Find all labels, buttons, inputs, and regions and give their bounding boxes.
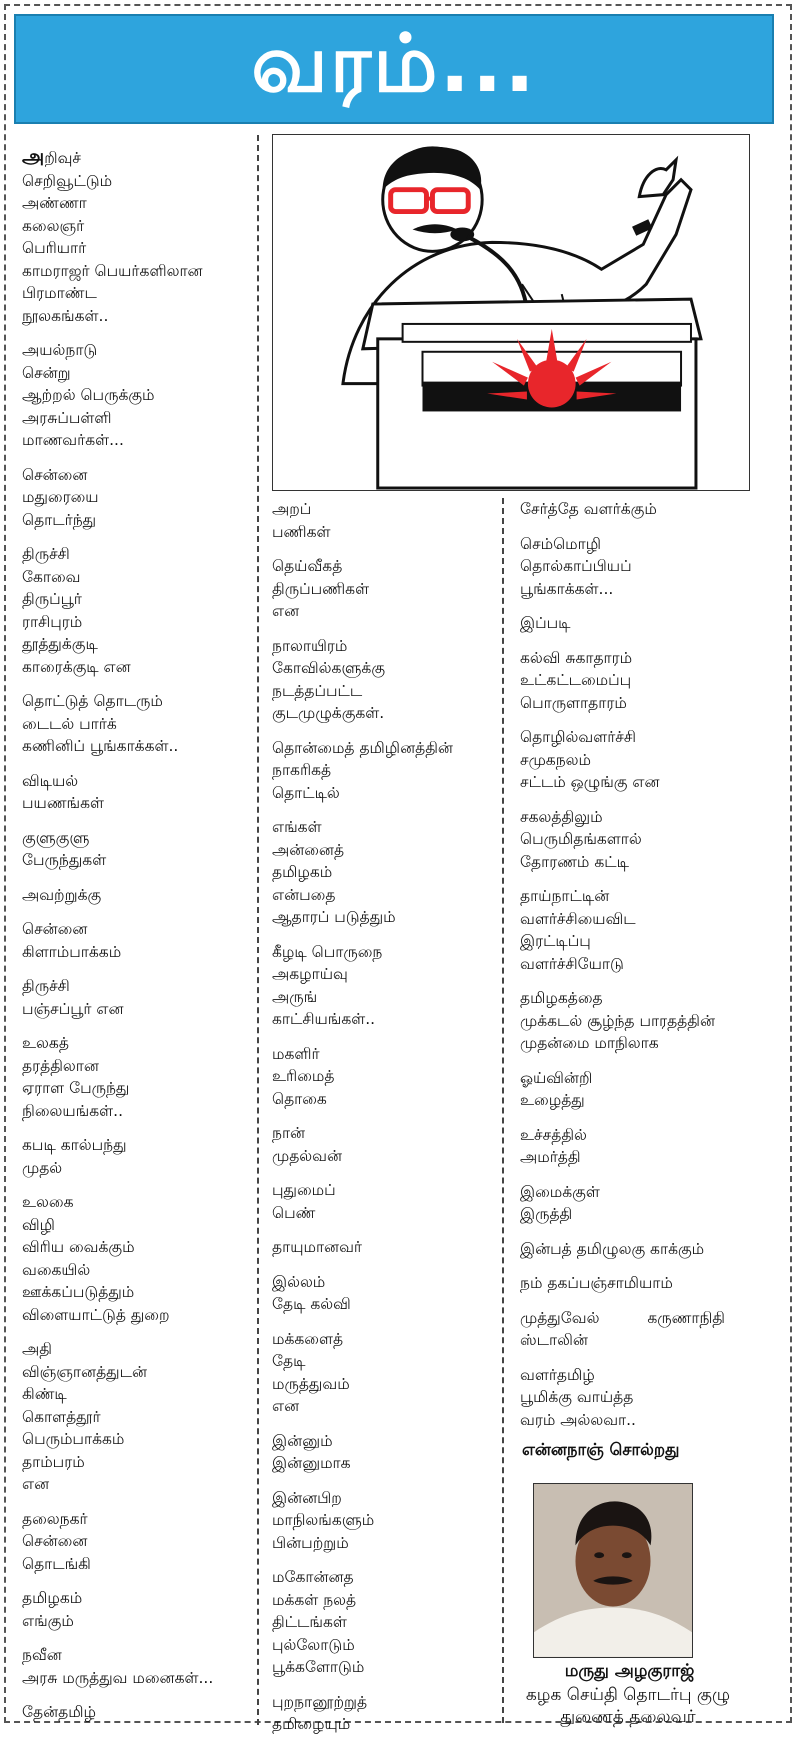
stanza [272, 1043, 492, 1111]
poem-line: பெரும்பாக்கம் [22, 1430, 125, 1448]
poem-line: சென்று [22, 363, 71, 382]
poem-line: மக்களைத் [272, 1329, 344, 1348]
poem-line: என [22, 1475, 50, 1493]
poem-line: தொட்டுத் தொடரும் [22, 692, 163, 710]
poem-line: விஞ்ஞானத்துடன் [22, 1362, 147, 1381]
poem-line: நான் [272, 1124, 306, 1142]
poem-line: தாயுமானவர் [272, 1238, 363, 1256]
poem-line: மக்கள் நலத் [272, 1590, 357, 1609]
poem-line: கோவில்களுக்கு [272, 659, 386, 677]
stanza [520, 987, 735, 1055]
poem-line: உலகை [22, 1193, 74, 1211]
poem-line: செறிவூட்டும் [22, 171, 113, 190]
poem-line: பூங்காக்கள்... [520, 579, 614, 598]
stanza [22, 1191, 262, 1326]
poem-line: செம்மொழி [520, 534, 602, 553]
poem-line: முதன்மை மாநிலாக [520, 1034, 659, 1052]
poem-line: டைடல் பார்க் [22, 714, 117, 733]
stanza [22, 690, 262, 758]
poem-line: இப்படி [520, 614, 571, 632]
poem-line: பயணங்கள் [22, 794, 105, 812]
poem-line: உரிமைத் [272, 1067, 335, 1085]
stanza [520, 885, 735, 975]
poem-line: வரம் அல்லவா.. [520, 1410, 636, 1429]
poem-line: பெருமிதங்களால் [520, 830, 642, 848]
stanza [272, 1566, 492, 1679]
stanza [520, 1181, 735, 1226]
poem-line: கிளாம்பாக்கம் [22, 942, 122, 961]
poem-line: நடத்தப்பட்ட [272, 681, 363, 700]
poem-line: சமுகநலம் [520, 750, 591, 769]
poem-line: தமிழகம் [272, 863, 333, 881]
stanza [272, 1328, 492, 1418]
poem-line: காட்சியங்கள்.. [272, 1010, 376, 1028]
poem-line: மாநிலங்களும் [272, 1511, 375, 1529]
poem-line: அயல்நாடு [22, 341, 98, 359]
poem-line: தாய்நாட்டின் [520, 887, 610, 905]
poem-line: விளையாட்டுத் துறை [22, 1305, 170, 1324]
poem-line: தொழில்வளர்ச்சி [520, 728, 637, 746]
poem-line: இன்னபிற [272, 1488, 342, 1507]
stanza [272, 737, 492, 805]
stanza [22, 1032, 262, 1122]
author-role [498, 1684, 758, 1728]
stanza [272, 816, 492, 929]
poem-line: கொளத்தூர் [22, 1407, 101, 1426]
poem-line: குளுகுளு [22, 828, 90, 847]
poem-line: தமிழகத்தை [520, 989, 603, 1007]
poem-line: இல்லம் [272, 1272, 326, 1291]
poem-line: இமைக்குள் [520, 1182, 600, 1201]
poem-line: அண்ணா [22, 194, 87, 212]
poem-line: அரசு மருத்துவ மனைகள்... [22, 1668, 214, 1687]
poem-line: முக்கடல் சூழ்ந்த பாரதத்தின் [520, 1011, 716, 1030]
poem-line: புறநானூற்றுத் [272, 1692, 368, 1711]
poem-line: பேருந்துகள் [22, 851, 107, 869]
poem-line: திருச்சி [22, 545, 70, 563]
stanza [520, 1238, 735, 1261]
stanza [22, 1134, 262, 1179]
stanza [22, 827, 262, 872]
poem-line: வளர்ச்சியைவிட [520, 909, 636, 928]
poem-line: என [272, 1397, 300, 1415]
poem-line: ராசிபுரம் [22, 612, 83, 631]
drop-cap: அ [22, 144, 45, 168]
poem-line: திருப்பணிகள் [272, 579, 370, 598]
stanza [272, 1236, 492, 1259]
poem-line: தமிழையும் [272, 1715, 351, 1733]
poem-line: எங்கும் [22, 1611, 74, 1630]
poem-line: சேர்த்தே வளர்க்கும் [520, 500, 657, 518]
poem-line: வளர்ச்சியோடு [520, 954, 624, 973]
poem-line: குடமுழுக்குகள். [272, 704, 385, 722]
stanza [272, 555, 492, 623]
poem-line: விழி [22, 1215, 55, 1234]
poem-line: பொருளாதாரம் [520, 693, 627, 712]
poem-line: அகழாய்வு [272, 965, 348, 983]
stanza [272, 498, 492, 543]
poem-line: வளர்தமிழ் [520, 1365, 595, 1384]
stanza [22, 1508, 262, 1576]
stanza [22, 464, 262, 532]
poem-line: உச்சத்தில் [520, 1125, 587, 1144]
poem-line: திருச்சி [22, 977, 70, 995]
poem-line: கலைஞர் [22, 216, 85, 235]
poem-line: உழைத்து [520, 1091, 585, 1109]
poem-line: திருப்பூர் [22, 590, 82, 608]
poem-line: மகளிர் [272, 1044, 320, 1063]
author-role-line: துணைத் தலைவர் [560, 1707, 696, 1727]
poem-line: இரட்டிப்பு [520, 932, 591, 950]
poem-line: உலகத் [22, 1034, 69, 1052]
column-divider [502, 498, 504, 1723]
poem-column-2 [272, 498, 492, 1748]
poem-line: தேன்தமிழ் [22, 1703, 96, 1721]
poem-line: என [272, 602, 300, 620]
poem-line: தேடி [272, 1352, 306, 1370]
stanza [22, 543, 262, 678]
poem-line: பணிகள் [272, 522, 331, 541]
poem-line: பின்பற்றும் [272, 1533, 349, 1552]
stanza [272, 635, 492, 725]
poem-line: தாம்பரம் [22, 1452, 85, 1471]
poem-line: தொல்காப்பியப் [520, 557, 632, 575]
poem-line: நவீன [22, 1646, 62, 1664]
poem-line: இன்பத் தமிழுலகு காக்கும் [520, 1239, 705, 1258]
poem-line: பூக்களோடும் [272, 1658, 365, 1676]
stanza [272, 1179, 492, 1224]
stanza [22, 339, 262, 452]
poem-line: அவற்றுக்கு [22, 885, 102, 904]
poem-line: கோவை [22, 567, 81, 586]
poem-line: நாலாயிரம் [272, 636, 348, 655]
poem-line: பிரமாண்ட [22, 284, 97, 302]
poem-line: ஸ்டாலின் [520, 1331, 588, 1349]
stanza [520, 533, 735, 601]
stanza [22, 145, 262, 327]
stanza [520, 612, 735, 635]
stanza [272, 1271, 492, 1316]
poem-line: பூமிக்கு வாய்த்த [520, 1388, 634, 1406]
poem-line: வகையில் [22, 1260, 91, 1279]
poem-line: பெண் [272, 1203, 316, 1222]
poem-line: தூத்துக்குடி [22, 635, 98, 653]
author-photo [533, 1483, 693, 1658]
stanza [520, 647, 735, 715]
poem-line: காமராஜர் பெயர்களிலான [22, 261, 203, 280]
poem-line: தொடர்ந்து [22, 510, 97, 529]
author-name: மருது அழகுராஜ் [564, 1661, 695, 1681]
stanza [520, 498, 735, 521]
poem-line: சகலத்திலும் [520, 807, 603, 826]
stanza [520, 1272, 735, 1295]
poem-line: தேடி கல்வி [272, 1295, 351, 1313]
poem-line: முதல்வன் [272, 1146, 343, 1165]
poem-line: தலைநகர் [22, 1509, 88, 1528]
stanza [520, 1067, 735, 1112]
poem-line: மதுரையை [22, 488, 99, 506]
page-title: வரம்... [251, 17, 537, 110]
author-heading: என்னநாஞ் சொல்றது [522, 1440, 680, 1459]
poem-line: நம் தகப்பஞ்சாமியாம் [520, 1274, 673, 1292]
poem-line: அறிவுச் [22, 144, 81, 168]
poem-line: மருத்துவம் [272, 1374, 350, 1393]
poem-column-1 [22, 145, 262, 1736]
poem-word: கருணாநிதி [647, 1308, 725, 1327]
stanza [272, 1487, 492, 1555]
stanza [520, 1124, 735, 1169]
stanza [22, 918, 262, 963]
poem-line: அமர்த்தி [520, 1148, 581, 1166]
stanza [22, 770, 262, 815]
poem-column-3 [520, 498, 735, 1443]
poem-line: அன்னைத் [272, 840, 345, 859]
poem-line: மாணவர்கள்... [22, 431, 124, 449]
poem-line: புல்லோடும் [272, 1635, 355, 1654]
poem-line [520, 1307, 725, 1330]
poem-line: பஞ்சப்பூர் என [22, 999, 124, 1018]
stanza [22, 1587, 262, 1632]
poem-line: அறப் [272, 500, 312, 518]
poem-line: சட்டம் ஒழுங்கு என [520, 773, 660, 791]
poem-line: தரத்திலான [22, 1056, 99, 1075]
poem-line: நிலையங்கள்.. [22, 1101, 123, 1120]
title-banner [14, 14, 774, 124]
stanza [520, 806, 735, 874]
stanza [22, 884, 262, 907]
poem-line: அதி [22, 1340, 52, 1358]
poem-line: தோரணம் கட்டி [520, 852, 629, 871]
stanza [22, 1701, 262, 1724]
poem-line: விரிய வைக்கும் [22, 1238, 135, 1256]
poem-line: கல்வி சுகாதாரம் [520, 648, 633, 667]
stanza [272, 1430, 492, 1475]
stanza [22, 1338, 262, 1496]
stanza [272, 1122, 492, 1167]
poem-line: ஊக்கப்படுத்தும் [22, 1283, 135, 1301]
poem-line: காரைக்குடி என [22, 657, 131, 676]
poem-line: தெய்வீகத் [272, 557, 343, 575]
stanza [272, 1691, 492, 1736]
stanza [520, 1307, 735, 1352]
poem-line: என்பதை [272, 885, 336, 904]
poem-line: கபடி கால்பந்து [22, 1136, 127, 1154]
poem-line: இருத்தி [520, 1205, 573, 1223]
poem-line: முதல் [22, 1158, 63, 1177]
poem-line: தொகை [272, 1089, 327, 1108]
poem-line: தொட்டில் [272, 783, 340, 802]
stanza [22, 975, 262, 1020]
poem-line: தமிழகம் [22, 1589, 83, 1607]
poem-line: மகோன்னத [272, 1568, 354, 1586]
poem-line: ஆற்றல் பெருக்கும் [22, 386, 155, 404]
stanza [520, 1364, 735, 1432]
poem-line: சென்னை [22, 1532, 88, 1550]
poem-line: விடியல் [22, 771, 79, 790]
poem-line: அருங் [272, 987, 318, 1006]
poem-line: இன்னும் [272, 1431, 333, 1450]
poem-line: உட்கட்டமைப்பு [520, 671, 632, 689]
poem-line: ஆதாரப் படுத்தும் [272, 908, 396, 926]
speaker-illustration [272, 134, 750, 491]
poem-line: தொடங்கி [22, 1554, 91, 1573]
poem-line: நாகரிகத் [272, 761, 332, 779]
poem-line: பெரியார் [22, 239, 87, 257]
poem-line: சென்னை [22, 920, 88, 938]
author-role-line: கழக செய்தி தொடர்பு குழு [525, 1685, 731, 1705]
poem-line: நூலகங்கள்.. [22, 306, 109, 325]
poem-line: கிண்டி [22, 1385, 67, 1403]
poem-line: கீழடி பொருநை [272, 942, 383, 961]
poem-word: முத்துவேல் [520, 1308, 600, 1327]
poem-line: ஓய்வின்றி [520, 1068, 593, 1087]
poem-line: இன்னுமாக [272, 1454, 351, 1472]
poem-line: திட்டங்கள் [272, 1613, 347, 1631]
poem-line: அரசுப்பள்ளி [22, 408, 112, 427]
stanza [22, 1644, 262, 1689]
stanza [520, 726, 735, 794]
stanza [272, 941, 492, 1031]
poem-line: புதுமைப் [272, 1181, 336, 1199]
poem-line: எங்கள் [272, 818, 322, 836]
poem-line: சென்னை [22, 465, 88, 484]
poem-line: தொன்மைத் தமிழினத்தின் [272, 738, 453, 757]
poem-line: கணினிப் பூங்காக்கள்.. [22, 737, 179, 755]
poem-line: ஏராள பேருந்து [22, 1079, 130, 1097]
